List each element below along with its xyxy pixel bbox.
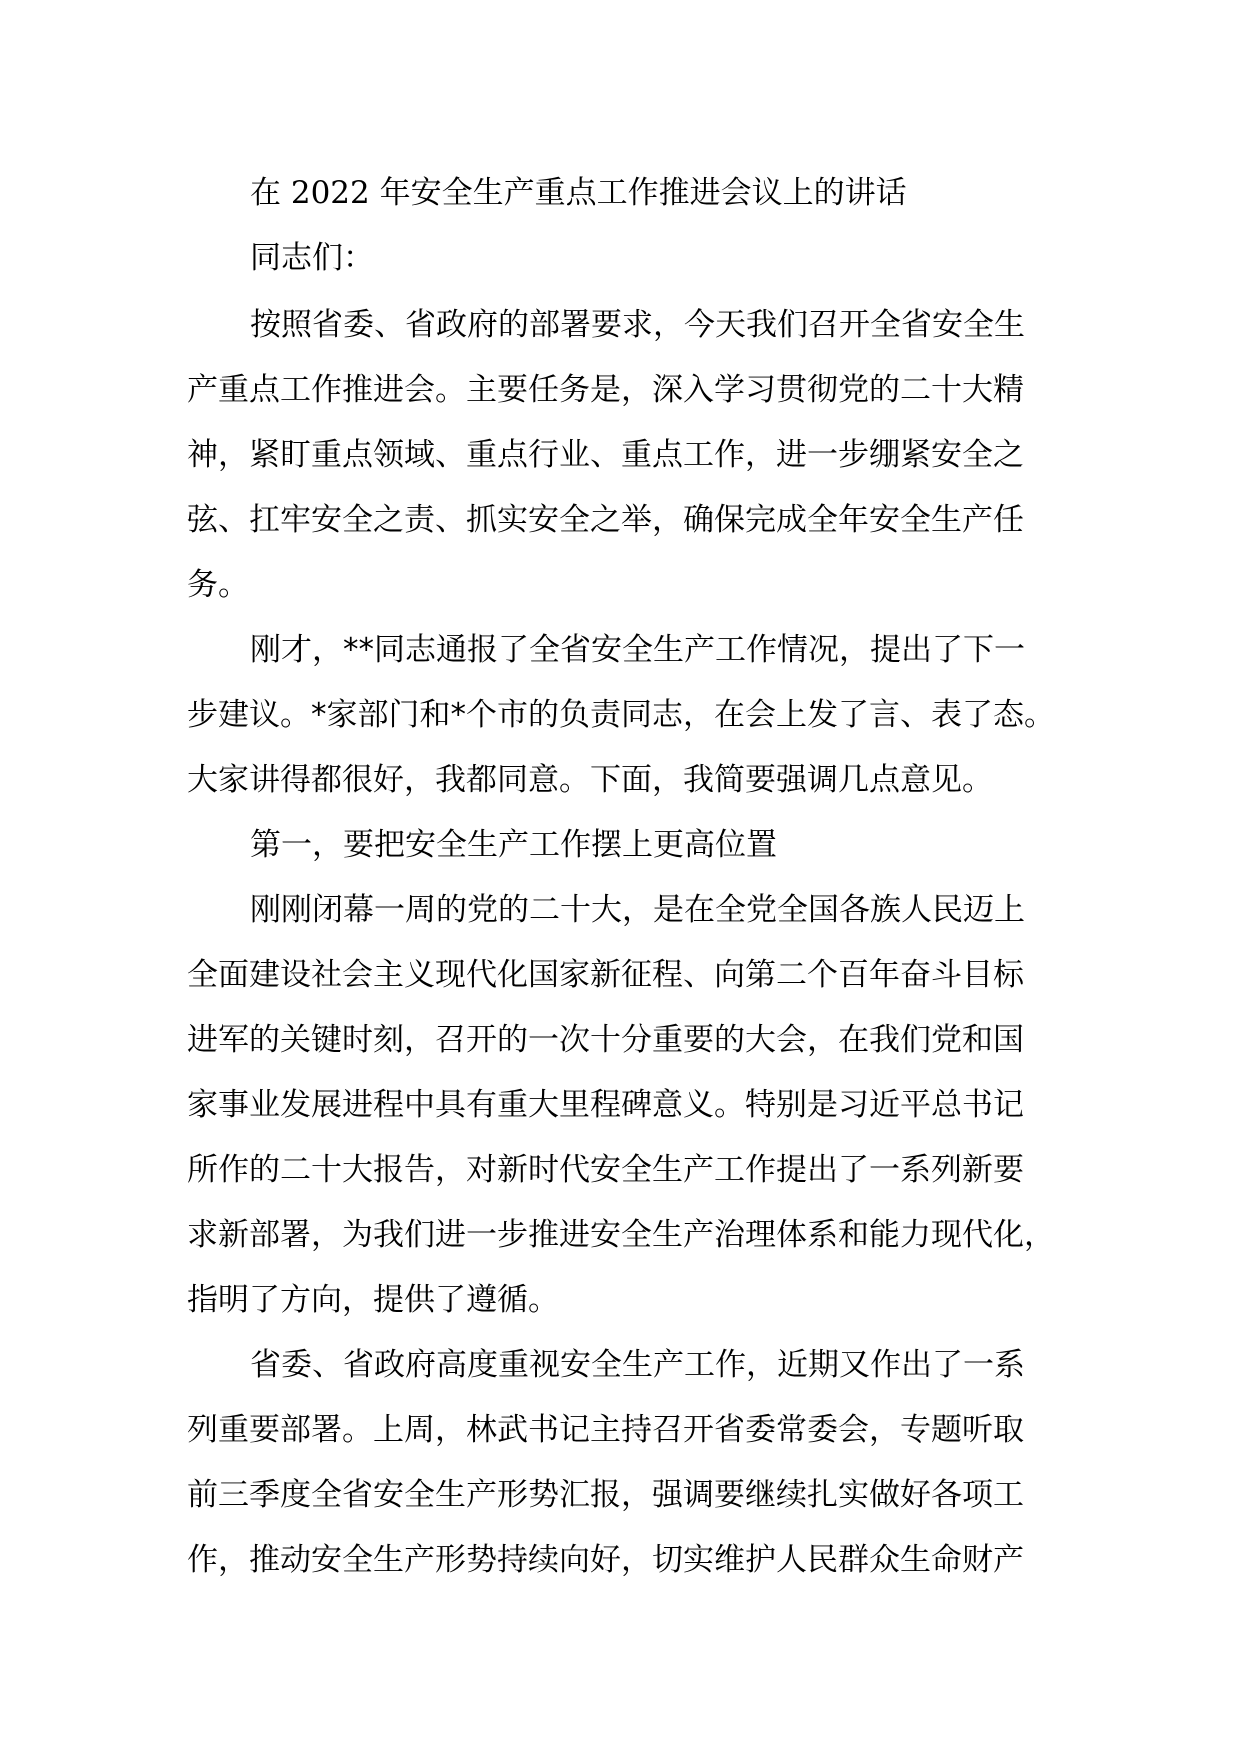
paragraph-line: 全面建设社会主义现代化国家新征程、向第二个百年奋斗目标: [187, 957, 1024, 993]
paragraph-line: 弦、扛牢安全之责、抓实安全之举，确保完成全年安全生产任: [187, 502, 1024, 538]
paragraph-line: 家事业发展进程中具有重大里程碑意义。特别是习近平总书记: [187, 1087, 1024, 1123]
paragraph-line: 按照省委、省政府的部署要求，今天我们召开全省安全生: [250, 307, 1025, 343]
paragraph-line: 神，紧盯重点领域、重点行业、重点工作，进一步绷紧安全之: [187, 437, 1024, 473]
paragraph-line: 指明了方向，提供了遵循。: [187, 1282, 559, 1318]
paragraph-line: 列重要部署。上周，林武书记主持召开省委常委会，专题听取: [187, 1412, 1024, 1448]
paragraph-line: 所作的二十大报告，对新时代安全生产工作提出了一系列新要: [187, 1152, 1024, 1188]
paragraph-line: 刚刚闭幕一周的党的二十大，是在全党全国各族人民迈上: [250, 892, 1025, 928]
paragraph-line: 步建议。*家部门和*个市的负责同志，在会上发了言、表了态。: [187, 697, 1055, 733]
paragraph-line: 前三季度全省安全生产形势汇报，强调要继续扎实做好各项工: [187, 1477, 1024, 1513]
paragraph-line: 省委、省政府高度重视安全生产工作，近期又作出了一系: [250, 1347, 1025, 1383]
salutation: 同志们：: [250, 240, 374, 276]
paragraph-line: 大家讲得都很好，我都同意。下面，我简要强调几点意见。: [187, 762, 993, 798]
paragraph-line: 产重点工作推进会。主要任务是，深入学习贯彻党的二十大精: [187, 372, 1024, 408]
paragraph-line: 求新部署，为我们进一步推进安全生产治理体系和能力现代化，: [187, 1217, 1055, 1253]
paragraph-line: 作，推动安全生产形势持续向好，切实维护人民群众生命财产: [187, 1542, 1024, 1578]
paragraph-line: 务。: [187, 567, 249, 603]
section-heading: 第一，要把安全生产工作摆上更高位置: [250, 827, 777, 863]
paragraph-line: 进军的关键时刻，召开的一次十分重要的大会，在我们党和国: [187, 1022, 1024, 1058]
document-title: 在 2022 年安全生产重点工作推进会议上的讲话: [250, 175, 907, 211]
paragraph-line: 刚才，**同志通报了全省安全生产工作情况，提出了下一: [250, 632, 1025, 668]
